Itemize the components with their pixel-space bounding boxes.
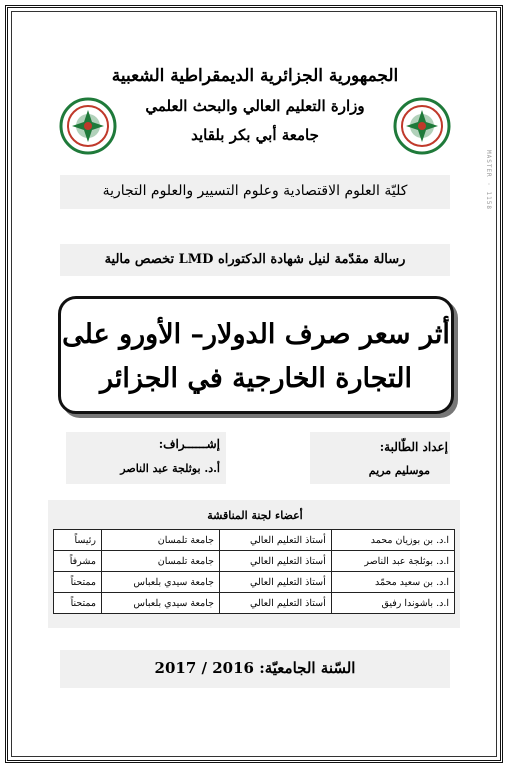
committee-heading: أعضاء لجنة المناقشة	[207, 509, 303, 522]
member-rank: أستاذ التعليم العالي	[219, 530, 331, 551]
thesis-title-box	[58, 296, 454, 414]
member-name: ا.د. بن بوزيان محمد	[331, 530, 454, 551]
member-rank: أستاذ التعليم العالي	[219, 593, 331, 614]
university-seal-left-icon	[58, 96, 118, 156]
member-role: رئيساً	[54, 530, 102, 551]
table-row	[54, 572, 455, 593]
table-row	[54, 530, 455, 551]
member-institution: جامعة سيدي بلعباس	[102, 572, 220, 593]
academic-year-label: السّنة الجامعيّة:	[259, 659, 356, 677]
member-rank: أستاذ التعليم العالي	[219, 572, 331, 593]
committee-table	[53, 529, 455, 614]
thesis-title-line-1: أثر سعر صرف الدولار– الأورو على	[62, 319, 450, 350]
table-row	[54, 551, 455, 572]
member-name: ا.د. باشوندا رفيق	[331, 593, 454, 614]
republic-heading: الجمهورية الجزائرية الديمقراطية الشعبية	[111, 66, 399, 86]
member-institution: جامعة تلمسان	[102, 530, 220, 551]
thesis-type: رسالة مقدّمة لنيل شهادة الدكتوراه LMD تخصص مالية	[104, 252, 406, 267]
university-seal-right-icon	[392, 96, 452, 156]
member-role: مشرفاً	[54, 551, 102, 572]
member-name: ا.د. بن سعيد محمّد	[331, 572, 454, 593]
member-rank: أستاذ التعليم العالي	[219, 551, 331, 572]
member-institution: جامعة سيدي بلعباس	[102, 593, 220, 614]
supervisor-label: إشــــــراف:	[158, 437, 220, 451]
side-watermark: MASTER · 1158	[485, 150, 492, 210]
academic-year-value: 2016 / 2017	[154, 659, 254, 677]
faculty-name: كليّة العلوم الاقتصادية وعلوم التسيير والعلوم التجارية	[102, 183, 408, 199]
supervisor-name: أ.د. بوثلجة عبد الناصر	[120, 462, 220, 475]
member-institution: جامعة تلمسان	[102, 551, 220, 572]
preparer-label: إعداد الطّالبة:	[379, 440, 448, 454]
university-heading: جامعة أبي بكر بلقايد	[191, 126, 319, 144]
ministry-heading: وزارة التعليم العالي والبحث العلمي	[145, 97, 365, 115]
thesis-title-line-2: التجارة الخارجية في الجزائر	[99, 363, 413, 394]
academic-year	[0, 659, 510, 677]
preparer-name: موسليم مريم	[368, 464, 430, 477]
member-role: ممتحناً	[54, 572, 102, 593]
member-name: ا.د. بوثلجة عبد الناصر	[331, 551, 454, 572]
table-row	[54, 593, 455, 614]
member-role: ممتحناً	[54, 593, 102, 614]
